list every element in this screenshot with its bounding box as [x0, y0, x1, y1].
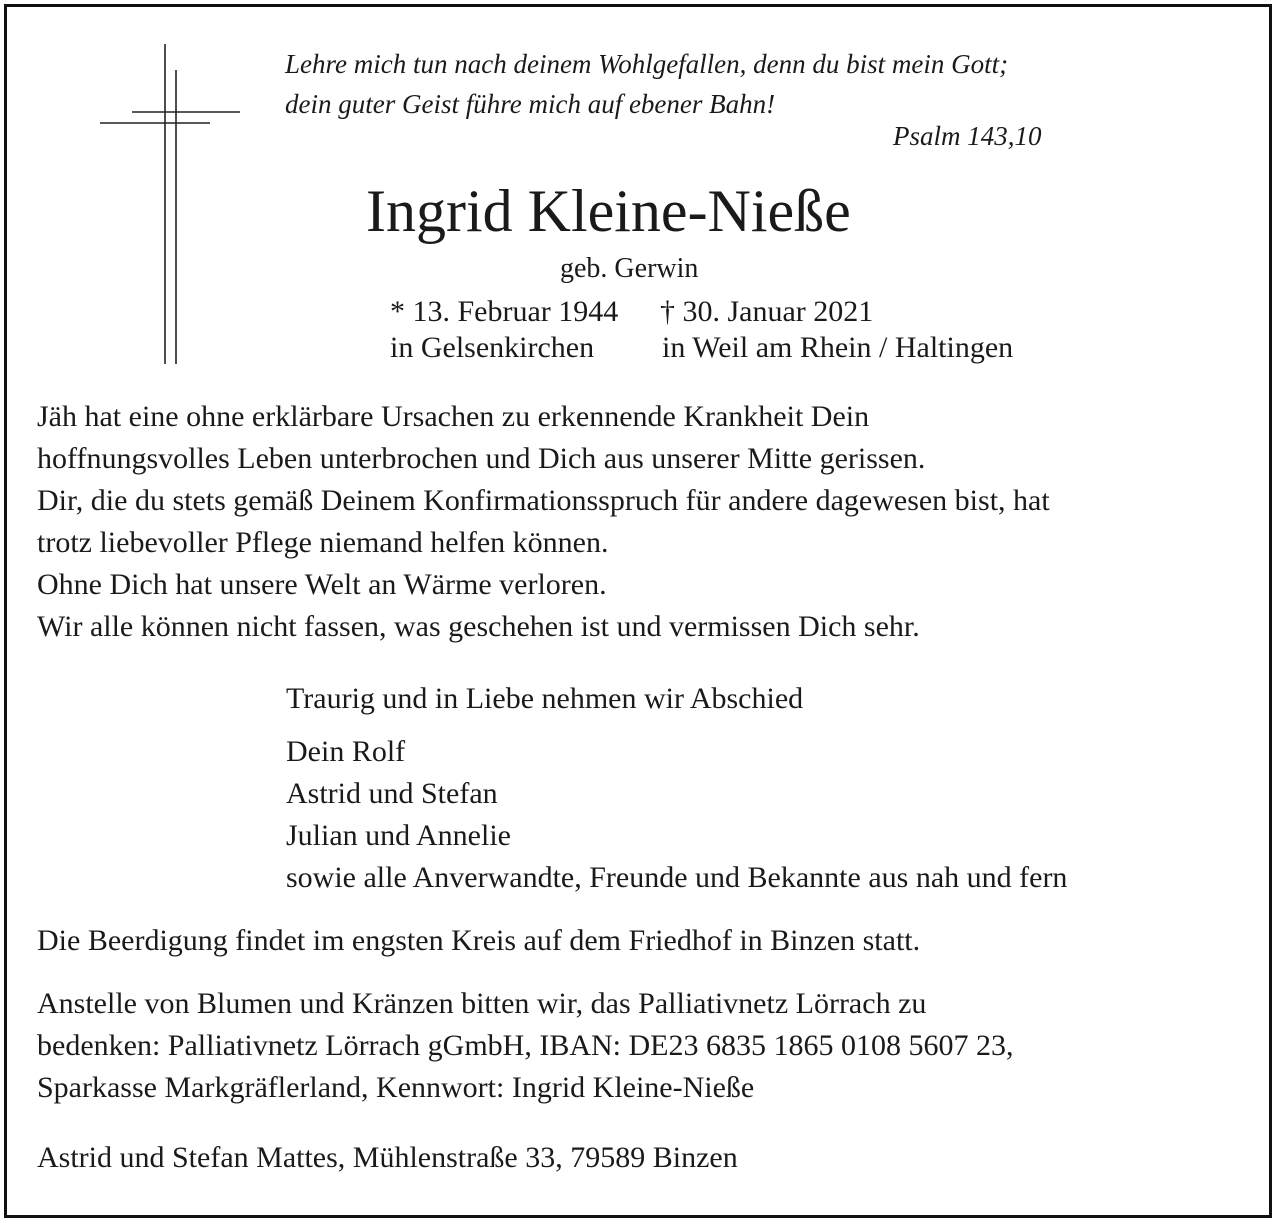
- cross-icon: [100, 44, 242, 364]
- contact-address: Astrid und Stefan Mattes, Mühlenstraße 33, 79589 Binzen: [37, 1141, 738, 1174]
- verse-line-1: Lehre mich tun nach deinem Wohlgefallen, denn du bist mein Gott;: [285, 49, 1009, 79]
- mourner-line: sowie alle Anverwandte, Freunde und Bekannte aus nah und fern: [286, 861, 1068, 894]
- tribute-line: Dir, die du stets gemäß Deinem Konfirmationsspruch für andere dagewesen bist, hat: [37, 484, 1050, 517]
- mourner-line: Dein Rolf: [286, 735, 406, 768]
- donation-line: bedenken: Palliativnetz Lörrach gGmbH, IBAN: DE23 6835 1865 0108 5607 23,: [37, 1029, 1014, 1062]
- tribute-line: Ohne Dich hat unsere Welt an Wärme verloren.: [37, 568, 607, 601]
- tribute-line: hoffnungsvolles Leben unterbrochen und Dich aus unserer Mitte gerissen.: [37, 442, 926, 475]
- tribute-line: Jäh hat eine ohne erklärbare Ursachen zu erkennende Krankheit Dein: [37, 400, 870, 433]
- donation-line: Sparkasse Markgräflerland, Kennwort: Ingrid Kleine-Nieße: [37, 1071, 755, 1104]
- death-place: in Weil am Rhein / Haltingen: [662, 331, 1014, 364]
- mourners-list: [286, 731, 1067, 899]
- verse-reference: Psalm 143,10: [893, 121, 1042, 151]
- deceased-name: Ingrid Kleine-Nieße: [366, 178, 851, 244]
- verse-line-2: dein guter Geist führe mich auf ebener Bahn!: [285, 89, 776, 119]
- death-date: † 30. Januar 2021: [660, 295, 874, 328]
- birth-name: geb. Gerwin: [560, 253, 699, 284]
- tribute-line: trotz liebevoller Pflege niemand helfen können.: [37, 526, 609, 559]
- tribute-text: [37, 396, 1050, 648]
- funeral-info: Die Beerdigung findet im engsten Kreis auf dem Friedhof in Binzen statt.: [37, 924, 921, 957]
- birth-place: in Gelsenkirchen: [390, 331, 595, 364]
- donation-info: [37, 983, 1014, 1109]
- farewell-line: Traurig und in Liebe nehmen wir Abschied: [286, 682, 804, 715]
- tribute-line: Wir alle können nicht fassen, was geschehen ist und vermissen Dich sehr.: [37, 610, 920, 643]
- donation-line: Anstelle von Blumen und Kränzen bitten wir, das Palliativnetz Lörrach zu: [37, 987, 927, 1020]
- birth-date: * 13. Februar 1944: [390, 295, 619, 328]
- mourner-line: Julian und Annelie: [286, 819, 511, 852]
- mourner-line: Astrid und Stefan: [286, 777, 498, 810]
